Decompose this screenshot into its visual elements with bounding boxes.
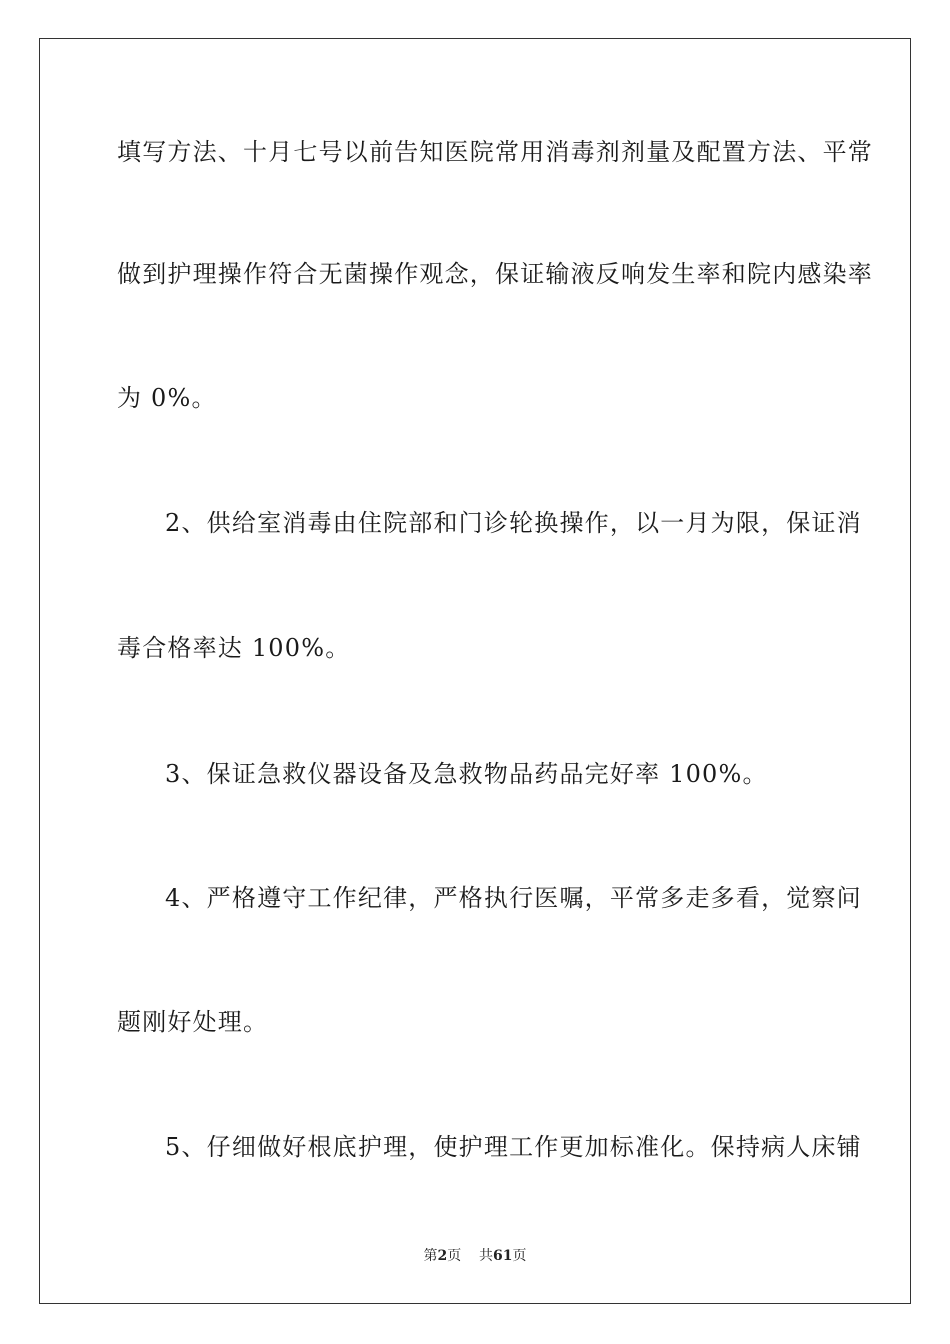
page-footer <box>0 1247 950 1265</box>
page-number: 2 <box>437 1248 448 1264</box>
text-line-5: 毒合格率达 100%。 <box>117 634 351 662</box>
page-suffix: 页 <box>447 1248 462 1264</box>
total-suffix: 页 <box>512 1248 527 1264</box>
page-prefix: 第 <box>423 1248 438 1264</box>
text-line-9: 5、仔细做好根底护理，使护理工作更加标准化。保持病人床铺 <box>165 1133 862 1161</box>
text-line-4: 2、供给室消毒由住院部和门诊轮换操作，以一月为限，保证消 <box>165 509 862 537</box>
page-border <box>39 38 911 1304</box>
text-line-2: 做到护理操作符合无菌操作观念，保证输液反响发生率和院内感染率 <box>117 260 873 288</box>
total-pages: 61 <box>493 1248 513 1264</box>
total-prefix: 共 <box>479 1248 494 1264</box>
text-line-1: 填写方法、十月七号以前告知医院常用消毒剂剂量及配置方法、平常 <box>117 138 873 166</box>
text-line-8: 题刚好处理。 <box>117 1008 269 1036</box>
text-line-6: 3、保证急救仪器设备及急救物品药品完好率 100%。 <box>165 760 768 788</box>
text-line-3: 为 0%。 <box>117 384 217 412</box>
text-line-7: 4、严格遵守工作纪律，严格执行医嘱，平常多走多看，觉察问 <box>165 884 862 912</box>
